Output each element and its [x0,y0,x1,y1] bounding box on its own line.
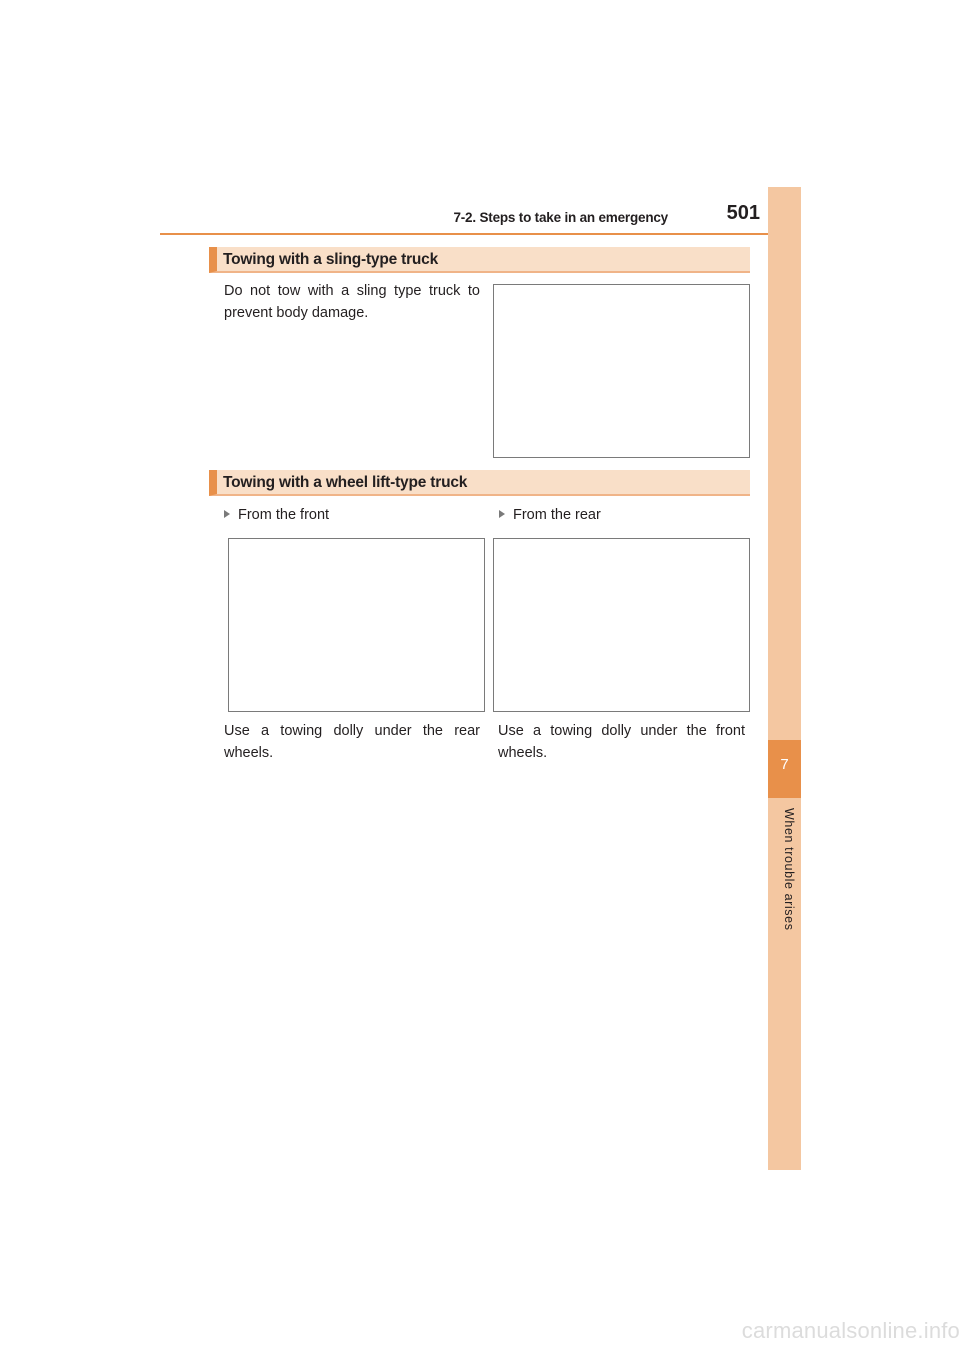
page-number: 501 [726,202,760,224]
front-towing-description: Use a towing dolly under the rear wheels. [224,723,480,761]
header-rule [160,233,801,235]
section-heading-sling: Towing with a sling-type truck [209,247,750,273]
chapter-number-tab: 7 [768,740,801,798]
chapter-side-tab [768,187,801,1170]
rear-towing-illustration [493,538,750,712]
front-towing-item [224,505,329,525]
chapter-label: When trouble arises [782,808,796,931]
rear-towing-label: From the rear [513,507,601,523]
sling-description: Do not tow with a sling type truck to prevent body damage. [224,283,480,321]
rear-towing-description: Use a towing dolly under the front wheels. [498,723,745,761]
watermark: carmanualsonline.info [741,1318,960,1343]
section-heading-wheel-lift: Towing with a wheel lift-type truck [209,470,750,496]
rear-towing-item [499,505,601,525]
front-towing-label: From the front [238,507,330,523]
front-towing-illustration [228,538,485,712]
sling-truck-illustration [493,284,750,458]
triangle-right-icon [499,510,505,518]
header-section-title: 7-2. Steps to take in an emergency [453,210,668,225]
triangle-right-icon [224,510,230,518]
